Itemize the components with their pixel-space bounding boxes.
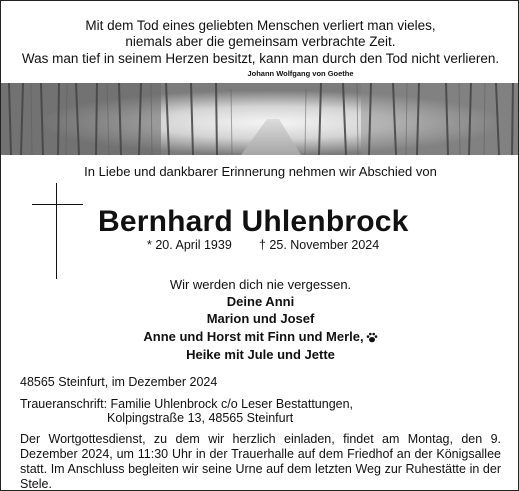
quote-line-2: niemals aber die gemeinsam verbrachte Zeit. bbox=[125, 34, 396, 49]
cross-icon-bar bbox=[32, 204, 83, 205]
family-line-pets bbox=[1, 329, 519, 345]
place-date: 48565 Steinfurt, im Dezember 2024 bbox=[20, 375, 218, 389]
quote-author: Johann Wolfgang von Goethe bbox=[247, 69, 354, 78]
service-notice: Der Wortgottesdienst, zu dem wir herzlich einladen, findet am Montag, den 9. Dezember 2024, um 11:30 Uhr in der Trauerhalle auf dem Friedhof an der Königsallee statt. Im Anschluss begleiten wir seine Urne auf dem letzten Weg zur Ruhestätte in der Stele. bbox=[20, 432, 501, 491]
paw-icon bbox=[366, 332, 378, 343]
cross-icon bbox=[56, 183, 57, 279]
family-line: Anne und Horst mit Finn und Merle, bbox=[143, 329, 364, 344]
family-line: Heike mit Jule und Jette bbox=[186, 347, 335, 362]
farewell-text: Wir werden dich nie vergessen. bbox=[169, 277, 352, 292]
intro-text: In Liebe und dankbarer Erinnerung nehmen wir Abschied von bbox=[84, 164, 437, 179]
address-line-2: Kolpingstraße 13, 48565 Steinfurt bbox=[107, 411, 294, 425]
family-line: Marion und Josef bbox=[206, 311, 315, 326]
address-line-1: Traueranschrift: Familie Uhlenbrock c/o Leser Bestattungen, bbox=[20, 397, 354, 411]
birth-date: * 20. April 1939 bbox=[147, 238, 232, 252]
deceased-name: Bernhard Uhlenbrock bbox=[98, 205, 409, 238]
family-line: Deine Anni bbox=[226, 294, 295, 309]
quote-line-3: Was man tief in seinem Herzen besitzt, kann man durch den Tod nicht verlieren. bbox=[21, 51, 500, 66]
quote-line-1: Mit dem Tod eines geliebten Menschen verliert man vieles, bbox=[85, 18, 436, 33]
death-date: † 25. November 2024 bbox=[259, 238, 380, 252]
misty-forest-path-image bbox=[1, 83, 519, 155]
